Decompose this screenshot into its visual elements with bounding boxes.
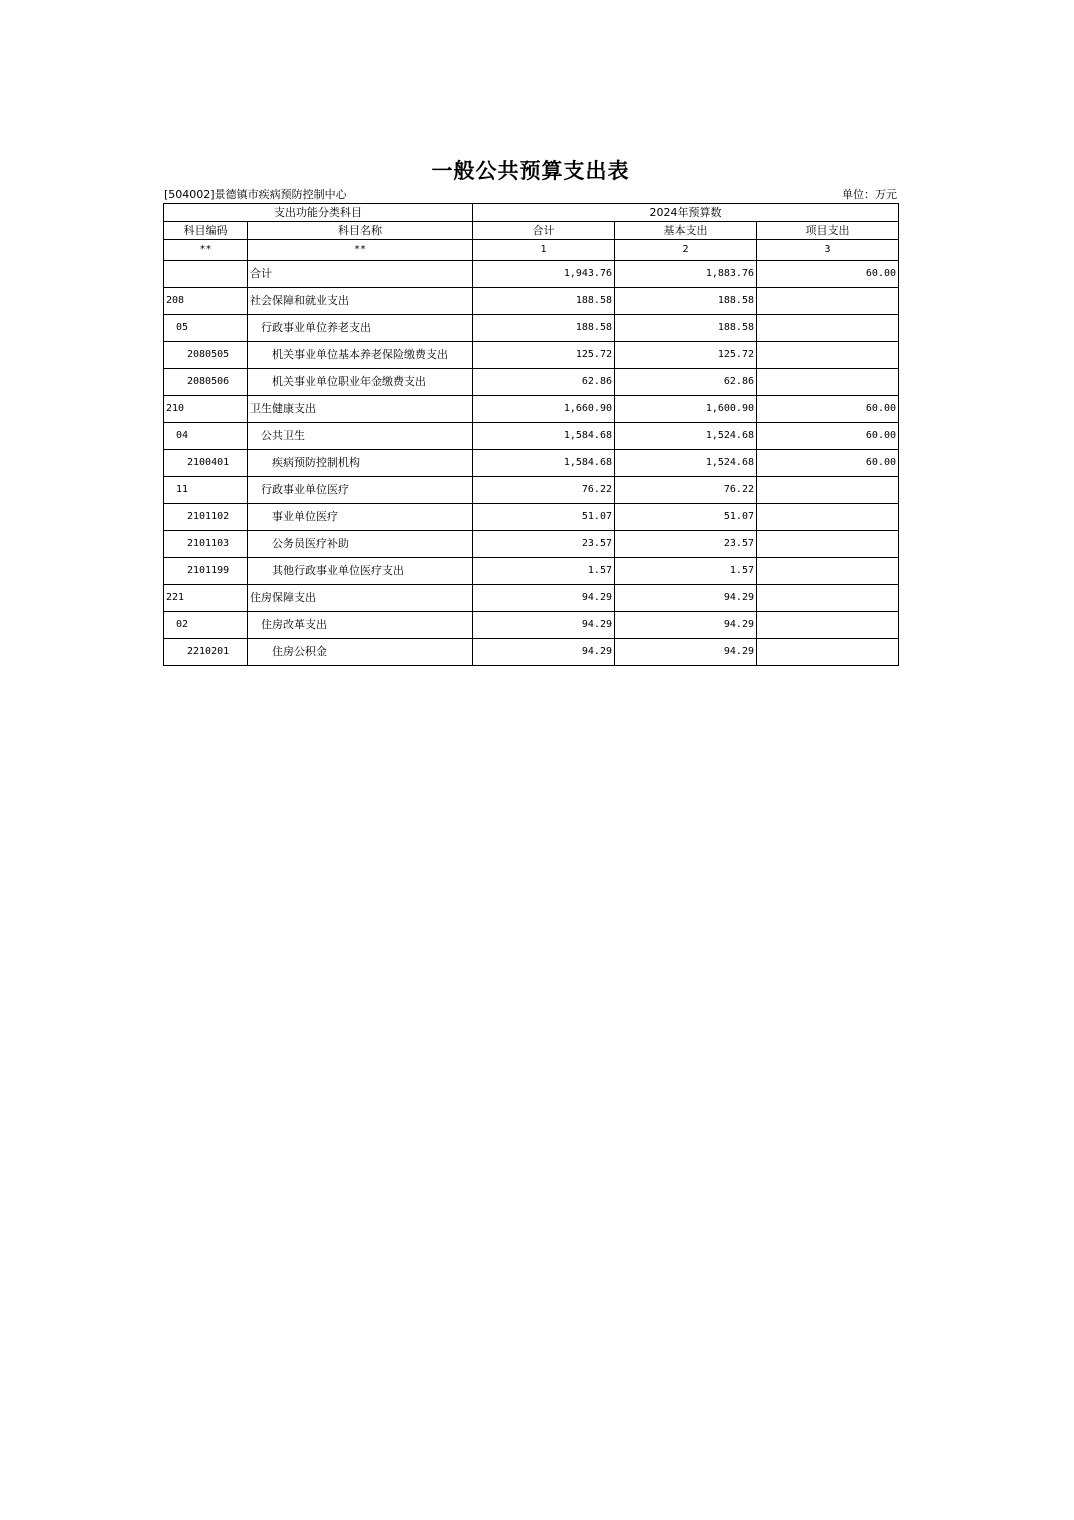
table-row <box>164 288 899 315</box>
cell-code: 2101103 <box>164 531 248 558</box>
sheet-meta <box>163 187 898 203</box>
cell-code: 2080506 <box>164 369 248 396</box>
table-row <box>164 477 899 504</box>
cell-code: 2100401 <box>164 450 248 477</box>
cell-project: 60.00 <box>757 396 899 423</box>
cell-name: 行政事业单位医疗 <box>248 477 473 504</box>
cell-code: 2080505 <box>164 342 248 369</box>
cell-name: 公务员医疗补助 <box>248 531 473 558</box>
table-row <box>164 261 899 288</box>
cell-project <box>757 504 899 531</box>
cell-basic: 94.29 <box>615 585 757 612</box>
cell-project <box>757 612 899 639</box>
cell-project <box>757 639 899 666</box>
cell-name: 社会保障和就业支出 <box>248 288 473 315</box>
table-row <box>164 315 899 342</box>
cell-basic: 125.72 <box>615 342 757 369</box>
cell-basic: 1,524.68 <box>615 450 757 477</box>
cell-code: 221 <box>164 585 248 612</box>
cell-total: 94.29 <box>473 612 615 639</box>
header-name-mark: ** <box>248 240 473 261</box>
page-title: 一般公共预算支出表 <box>431 158 630 183</box>
header-row-columns <box>164 222 899 240</box>
cell-code: 11 <box>164 477 248 504</box>
header-subject-group: 支出功能分类科目 <box>164 204 473 222</box>
cell-basic: 188.58 <box>615 315 757 342</box>
table-row <box>164 558 899 585</box>
table-row <box>164 585 899 612</box>
table-row <box>164 504 899 531</box>
cell-total: 125.72 <box>473 342 615 369</box>
header-budget-group: 2024年预算数 <box>473 204 899 222</box>
cell-basic: 1,524.68 <box>615 423 757 450</box>
header-basic: 基本支出 <box>615 222 757 240</box>
cell-basic: 76.22 <box>615 477 757 504</box>
cell-total: 62.86 <box>473 369 615 396</box>
cell-total: 23.57 <box>473 531 615 558</box>
cell-total: 76.22 <box>473 477 615 504</box>
cell-code: 210 <box>164 396 248 423</box>
cell-name: 疾病预防控制机构 <box>248 450 473 477</box>
table-row <box>164 423 899 450</box>
organization-label: [504002]景德镇市疾病预防控制中心 <box>164 188 347 201</box>
cell-project <box>757 369 899 396</box>
cell-code <box>164 261 248 288</box>
cell-total: 188.58 <box>473 288 615 315</box>
expenditure-table <box>163 203 899 666</box>
cell-basic: 94.29 <box>615 612 757 639</box>
table-row <box>164 450 899 477</box>
cell-basic: 1.57 <box>615 558 757 585</box>
cell-basic: 188.58 <box>615 288 757 315</box>
cell-basic: 23.57 <box>615 531 757 558</box>
table-row <box>164 531 899 558</box>
header-project: 项目支出 <box>757 222 899 240</box>
cell-total: 51.07 <box>473 504 615 531</box>
cell-basic: 94.29 <box>615 639 757 666</box>
table-row <box>164 396 899 423</box>
cell-basic: 51.07 <box>615 504 757 531</box>
table-row <box>164 369 899 396</box>
cell-name: 合计 <box>248 261 473 288</box>
cell-project <box>757 288 899 315</box>
header-code-mark: ** <box>164 240 248 261</box>
cell-name: 其他行政事业单位医疗支出 <box>248 558 473 585</box>
cell-total: 94.29 <box>473 585 615 612</box>
cell-project <box>757 585 899 612</box>
cell-total: 1.57 <box>473 558 615 585</box>
table-row <box>164 639 899 666</box>
cell-name: 住房公积金 <box>248 639 473 666</box>
cell-name: 住房改革支出 <box>248 612 473 639</box>
header-row-index <box>164 240 899 261</box>
header-name: 科目名称 <box>248 222 473 240</box>
table-row <box>164 342 899 369</box>
cell-basic: 62.86 <box>615 369 757 396</box>
cell-name: 公共卫生 <box>248 423 473 450</box>
cell-code: 02 <box>164 612 248 639</box>
cell-basic: 1,600.90 <box>615 396 757 423</box>
cell-project <box>757 315 899 342</box>
cell-code: 05 <box>164 315 248 342</box>
cell-name: 卫生健康支出 <box>248 396 473 423</box>
header-code: 科目编码 <box>164 222 248 240</box>
header-total: 合计 <box>473 222 615 240</box>
table-body <box>164 261 899 666</box>
cell-code: 2101102 <box>164 504 248 531</box>
cell-total: 1,584.68 <box>473 423 615 450</box>
cell-project: 60.00 <box>757 261 899 288</box>
cell-name: 机关事业单位职业年金缴费支出 <box>248 369 473 396</box>
header-row-group <box>164 204 899 222</box>
cell-project: 60.00 <box>757 423 899 450</box>
header-col2: 2 <box>615 240 757 261</box>
budget-sheet <box>163 155 898 666</box>
cell-project: 60.00 <box>757 450 899 477</box>
header-col3: 3 <box>757 240 899 261</box>
cell-code: 2101199 <box>164 558 248 585</box>
cell-project <box>757 477 899 504</box>
cell-code: 04 <box>164 423 248 450</box>
cell-name: 事业单位医疗 <box>248 504 473 531</box>
header-col1: 1 <box>473 240 615 261</box>
cell-basic: 1,883.76 <box>615 261 757 288</box>
cell-name: 机关事业单位基本养老保险缴费支出 <box>248 342 473 369</box>
cell-total: 1,660.90 <box>473 396 615 423</box>
cell-name: 住房保障支出 <box>248 585 473 612</box>
cell-code: 2210201 <box>164 639 248 666</box>
cell-name: 行政事业单位养老支出 <box>248 315 473 342</box>
cell-total: 94.29 <box>473 639 615 666</box>
unit-label: 单位：万元 <box>842 188 897 201</box>
cell-project <box>757 558 899 585</box>
cell-code: 208 <box>164 288 248 315</box>
table-row <box>164 612 899 639</box>
cell-project <box>757 342 899 369</box>
cell-total: 188.58 <box>473 315 615 342</box>
cell-project <box>757 531 899 558</box>
cell-total: 1,943.76 <box>473 261 615 288</box>
cell-total: 1,584.68 <box>473 450 615 477</box>
